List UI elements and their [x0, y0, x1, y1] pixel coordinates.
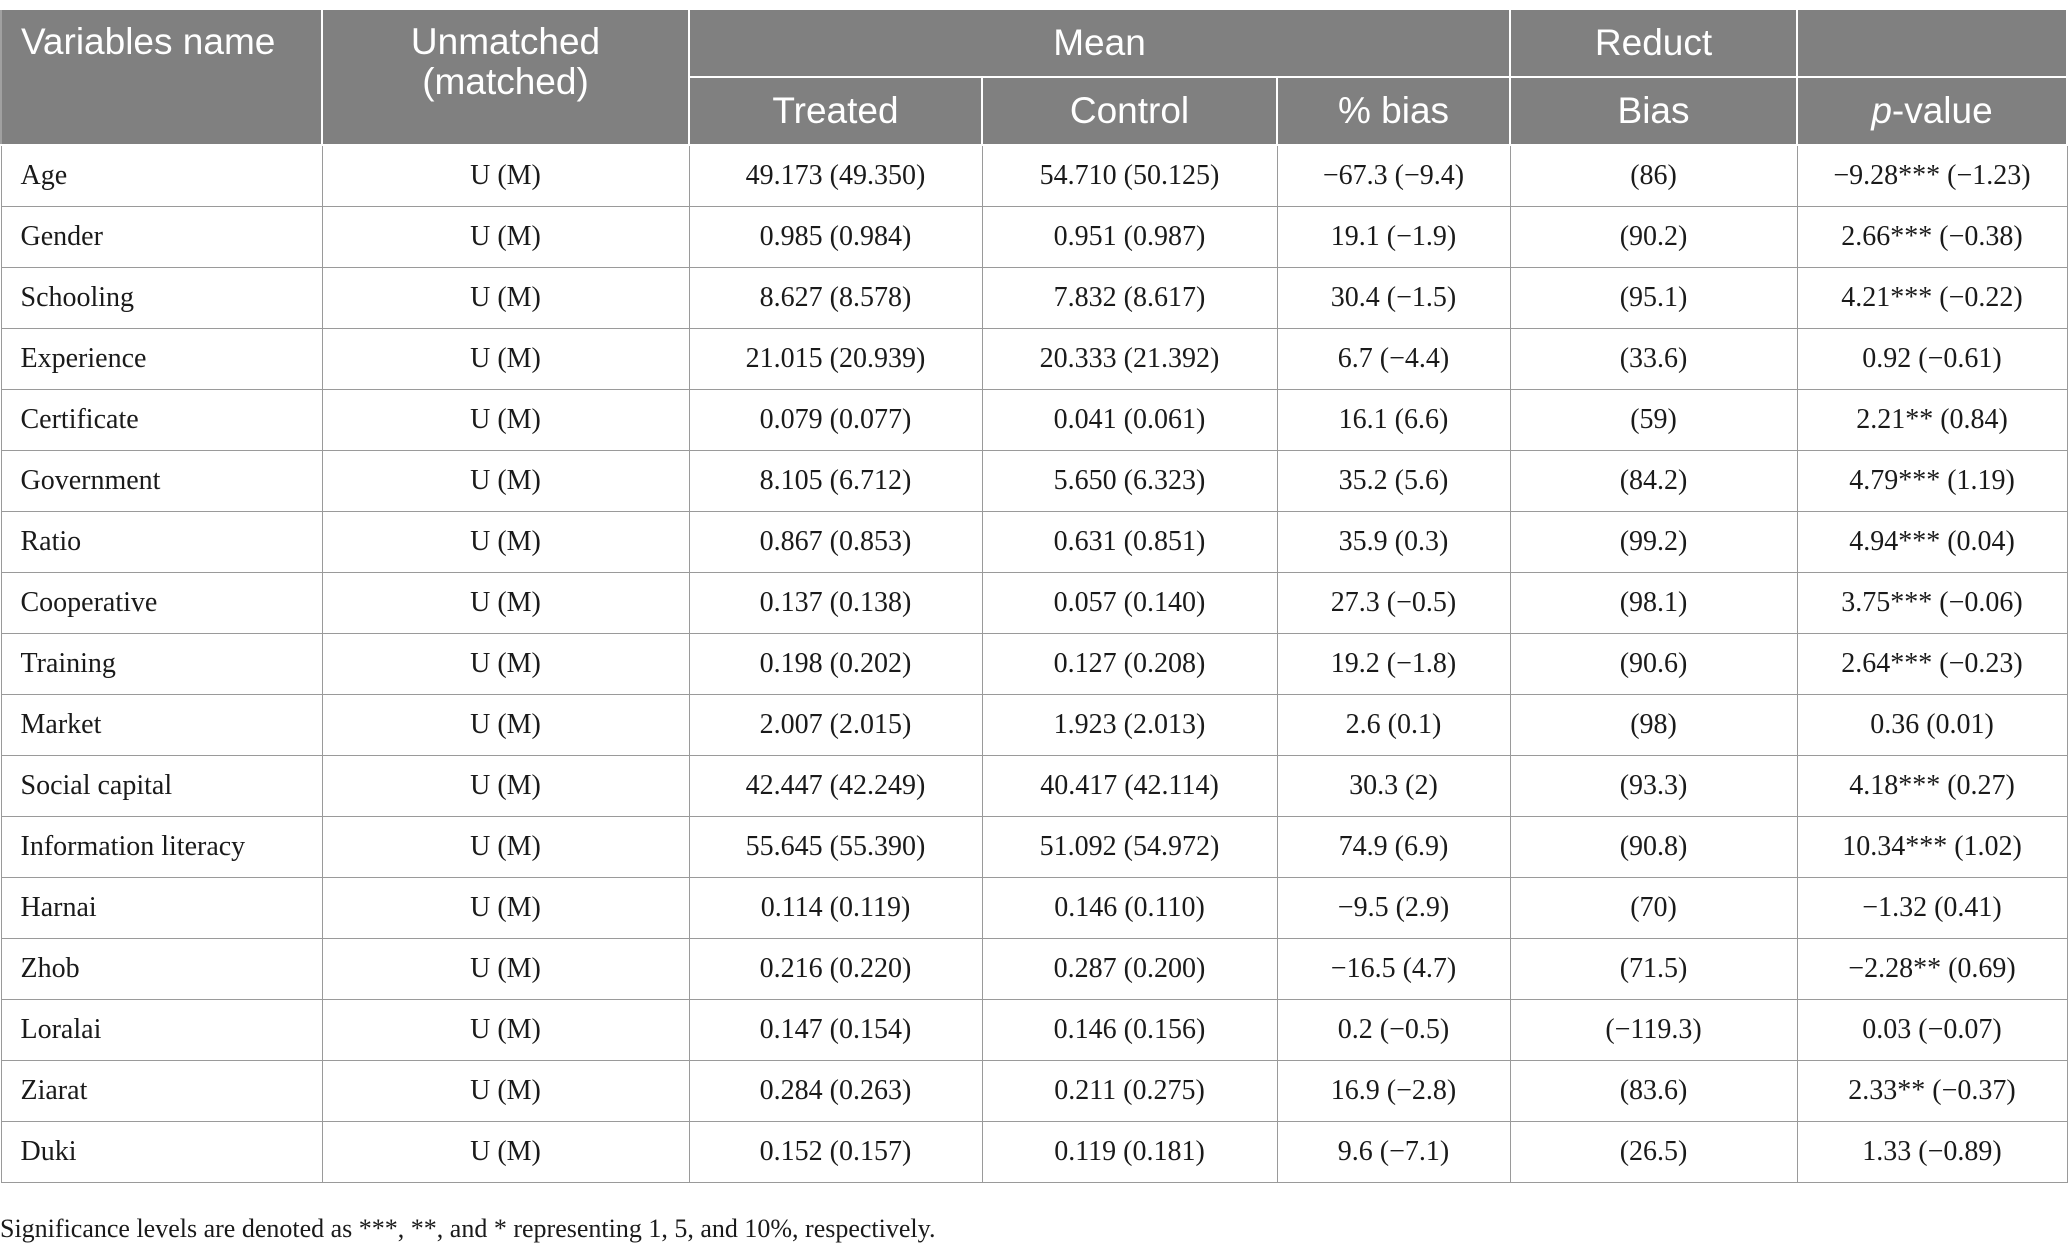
header-control: Control — [982, 77, 1277, 145]
cell-p-value: 2.64*** (−0.23) — [1797, 634, 2067, 695]
table-row — [1, 207, 2067, 268]
table-row — [1, 512, 2067, 573]
cell-pct-bias: 19.2 (−1.8) — [1277, 634, 1510, 695]
cell-unmatched-matched: U (M) — [322, 817, 689, 878]
cell-unmatched-matched: U (M) — [322, 1000, 689, 1061]
cell-p-value: 4.94*** (0.04) — [1797, 512, 2067, 573]
cell-reduct-bias: (26.5) — [1510, 1122, 1797, 1183]
cell-control: 0.146 (0.156) — [982, 1000, 1277, 1061]
cell-control: 1.923 (2.013) — [982, 695, 1277, 756]
table-header — [1, 9, 2067, 145]
cell-control: 0.146 (0.110) — [982, 878, 1277, 939]
results-table-container — [0, 8, 2068, 1183]
cell-variable-name: Social capital — [1, 756, 322, 817]
cell-control: 0.127 (0.208) — [982, 634, 1277, 695]
cell-p-value: 2.21** (0.84) — [1797, 390, 2067, 451]
cell-control: 0.211 (0.275) — [982, 1061, 1277, 1122]
cell-treated: 0.985 (0.984) — [689, 207, 982, 268]
cell-treated: 55.645 (55.390) — [689, 817, 982, 878]
cell-reduct-bias: (86) — [1510, 145, 1797, 207]
cell-pct-bias: 0.2 (−0.5) — [1277, 1000, 1510, 1061]
cell-variable-name: Training — [1, 634, 322, 695]
table-row — [1, 695, 2067, 756]
cell-treated: 0.114 (0.119) — [689, 878, 982, 939]
table-footnote: Significance levels are denoted as ***, **, and * representing 1, 5, and 10%, respectively. — [0, 1214, 936, 1243]
cell-variable-name: Age — [1, 145, 322, 207]
table-row — [1, 1061, 2067, 1122]
header-unmatched-line2: (matched) — [422, 61, 589, 102]
cell-unmatched-matched: U (M) — [322, 878, 689, 939]
cell-treated: 2.007 (2.015) — [689, 695, 982, 756]
header-p-value — [1797, 77, 2067, 145]
cell-pct-bias: 6.7 (−4.4) — [1277, 329, 1510, 390]
cell-reduct-bias: (70) — [1510, 878, 1797, 939]
table-row — [1, 329, 2067, 390]
cell-treated: 0.152 (0.157) — [689, 1122, 982, 1183]
cell-unmatched-matched: U (M) — [322, 939, 689, 1000]
header-empty — [1797, 9, 2067, 77]
cell-unmatched-matched: U (M) — [322, 1061, 689, 1122]
cell-pct-bias: 74.9 (6.9) — [1277, 817, 1510, 878]
cell-control: 40.417 (42.114) — [982, 756, 1277, 817]
cell-treated: 0.198 (0.202) — [689, 634, 982, 695]
cell-variable-name: Ziarat — [1, 1061, 322, 1122]
cell-p-value: 10.34*** (1.02) — [1797, 817, 2067, 878]
cell-pct-bias: 16.9 (−2.8) — [1277, 1061, 1510, 1122]
cell-pct-bias: 35.2 (5.6) — [1277, 451, 1510, 512]
table-row — [1, 756, 2067, 817]
cell-p-value: 2.66*** (−0.38) — [1797, 207, 2067, 268]
cell-variable-name: Cooperative — [1, 573, 322, 634]
cell-treated: 8.627 (8.578) — [689, 268, 982, 329]
cell-control: 0.631 (0.851) — [982, 512, 1277, 573]
cell-treated: 0.147 (0.154) — [689, 1000, 982, 1061]
cell-variable-name: Harnai — [1, 878, 322, 939]
cell-control: 20.333 (21.392) — [982, 329, 1277, 390]
header-bias: Bias — [1510, 77, 1797, 145]
header-reduct: Reduct — [1510, 9, 1797, 77]
cell-reduct-bias: (90.6) — [1510, 634, 1797, 695]
cell-reduct-bias: (71.5) — [1510, 939, 1797, 1000]
header-variables-name: Variables name — [1, 9, 322, 145]
cell-reduct-bias: (99.2) — [1510, 512, 1797, 573]
cell-control: 0.119 (0.181) — [982, 1122, 1277, 1183]
cell-reduct-bias: (95.1) — [1510, 268, 1797, 329]
cell-reduct-bias: (84.2) — [1510, 451, 1797, 512]
header-mean: Mean — [689, 9, 1510, 77]
cell-reduct-bias: (98) — [1510, 695, 1797, 756]
cell-variable-name: Schooling — [1, 268, 322, 329]
cell-pct-bias: 30.3 (2) — [1277, 756, 1510, 817]
cell-pct-bias: 30.4 (−1.5) — [1277, 268, 1510, 329]
cell-reduct-bias: (90.2) — [1510, 207, 1797, 268]
cell-variable-name: Loralai — [1, 1000, 322, 1061]
cell-treated: 0.079 (0.077) — [689, 390, 982, 451]
cell-p-value: 4.79*** (1.19) — [1797, 451, 2067, 512]
cell-unmatched-matched: U (M) — [322, 451, 689, 512]
table-row — [1, 1000, 2067, 1061]
cell-pct-bias: 9.6 (−7.1) — [1277, 1122, 1510, 1183]
cell-unmatched-matched: U (M) — [322, 695, 689, 756]
cell-p-value: 4.18*** (0.27) — [1797, 756, 2067, 817]
cell-pct-bias: −67.3 (−9.4) — [1277, 145, 1510, 207]
cell-treated: 0.137 (0.138) — [689, 573, 982, 634]
cell-variable-name: Experience — [1, 329, 322, 390]
cell-pct-bias: −16.5 (4.7) — [1277, 939, 1510, 1000]
cell-p-value: −2.28** (0.69) — [1797, 939, 2067, 1000]
cell-variable-name: Information literacy — [1, 817, 322, 878]
cell-unmatched-matched: U (M) — [322, 329, 689, 390]
cell-control: 0.057 (0.140) — [982, 573, 1277, 634]
table-row — [1, 390, 2067, 451]
table-row — [1, 634, 2067, 695]
cell-pct-bias: 2.6 (0.1) — [1277, 695, 1510, 756]
psm-balance-table — [0, 8, 2068, 1183]
table-row — [1, 878, 2067, 939]
cell-reduct-bias: (−119.3) — [1510, 1000, 1797, 1061]
cell-unmatched-matched: U (M) — [322, 268, 689, 329]
cell-variable-name: Government — [1, 451, 322, 512]
cell-reduct-bias: (59) — [1510, 390, 1797, 451]
cell-unmatched-matched: U (M) — [322, 634, 689, 695]
cell-treated: 42.447 (42.249) — [689, 756, 982, 817]
cell-control: 54.710 (50.125) — [982, 145, 1277, 207]
cell-p-value: 4.21*** (−0.22) — [1797, 268, 2067, 329]
cell-reduct-bias: (98.1) — [1510, 573, 1797, 634]
cell-p-value: −1.32 (0.41) — [1797, 878, 2067, 939]
cell-control: 0.951 (0.987) — [982, 207, 1277, 268]
table-row — [1, 1122, 2067, 1183]
cell-p-value: 0.92 (−0.61) — [1797, 329, 2067, 390]
cell-control: 0.287 (0.200) — [982, 939, 1277, 1000]
header-unmatched-line1: Unmatched — [410, 21, 601, 62]
cell-unmatched-matched: U (M) — [322, 573, 689, 634]
cell-p-value: 0.03 (−0.07) — [1797, 1000, 2067, 1061]
cell-treated: 8.105 (6.712) — [689, 451, 982, 512]
cell-variable-name: Certificate — [1, 390, 322, 451]
cell-p-value: 0.36 (0.01) — [1797, 695, 2067, 756]
cell-unmatched-matched: U (M) — [322, 756, 689, 817]
cell-control: 5.650 (6.323) — [982, 451, 1277, 512]
header-p-italic: p — [1871, 90, 1892, 131]
cell-treated: 0.867 (0.853) — [689, 512, 982, 573]
cell-treated: 21.015 (20.939) — [689, 329, 982, 390]
cell-variable-name: Zhob — [1, 939, 322, 1000]
cell-pct-bias: 19.1 (−1.9) — [1277, 207, 1510, 268]
cell-unmatched-matched: U (M) — [322, 512, 689, 573]
table-body — [1, 145, 2067, 1183]
cell-variable-name: Ratio — [1, 512, 322, 573]
cell-reduct-bias: (93.3) — [1510, 756, 1797, 817]
cell-variable-name: Duki — [1, 1122, 322, 1183]
cell-reduct-bias: (83.6) — [1510, 1061, 1797, 1122]
header-row-1 — [1, 9, 2067, 77]
cell-reduct-bias: (90.8) — [1510, 817, 1797, 878]
cell-unmatched-matched: U (M) — [322, 145, 689, 207]
table-row — [1, 268, 2067, 329]
cell-pct-bias: −9.5 (2.9) — [1277, 878, 1510, 939]
cell-treated: 49.173 (49.350) — [689, 145, 982, 207]
cell-variable-name: Market — [1, 695, 322, 756]
cell-control: 7.832 (8.617) — [982, 268, 1277, 329]
cell-pct-bias: 27.3 (−0.5) — [1277, 573, 1510, 634]
header-p-rest: -value — [1891, 90, 1993, 131]
cell-treated: 0.284 (0.263) — [689, 1061, 982, 1122]
cell-unmatched-matched: U (M) — [322, 207, 689, 268]
cell-unmatched-matched: U (M) — [322, 390, 689, 451]
table-row — [1, 145, 2067, 207]
cell-p-value: 3.75*** (−0.06) — [1797, 573, 2067, 634]
cell-unmatched-matched: U (M) — [322, 1122, 689, 1183]
cell-control: 0.041 (0.061) — [982, 390, 1277, 451]
header-pct-bias: % bias — [1277, 77, 1510, 145]
table-row — [1, 573, 2067, 634]
cell-p-value: −9.28*** (−1.23) — [1797, 145, 2067, 207]
header-unmatched-matched — [322, 9, 689, 145]
cell-pct-bias: 35.9 (0.3) — [1277, 512, 1510, 573]
cell-pct-bias: 16.1 (6.6) — [1277, 390, 1510, 451]
cell-control: 51.092 (54.972) — [982, 817, 1277, 878]
table-row — [1, 817, 2067, 878]
table-row — [1, 939, 2067, 1000]
cell-reduct-bias: (33.6) — [1510, 329, 1797, 390]
table-row — [1, 451, 2067, 512]
cell-treated: 0.216 (0.220) — [689, 939, 982, 1000]
header-treated: Treated — [689, 77, 982, 145]
cell-variable-name: Gender — [1, 207, 322, 268]
cell-p-value: 2.33** (−0.37) — [1797, 1061, 2067, 1122]
cell-p-value: 1.33 (−0.89) — [1797, 1122, 2067, 1183]
